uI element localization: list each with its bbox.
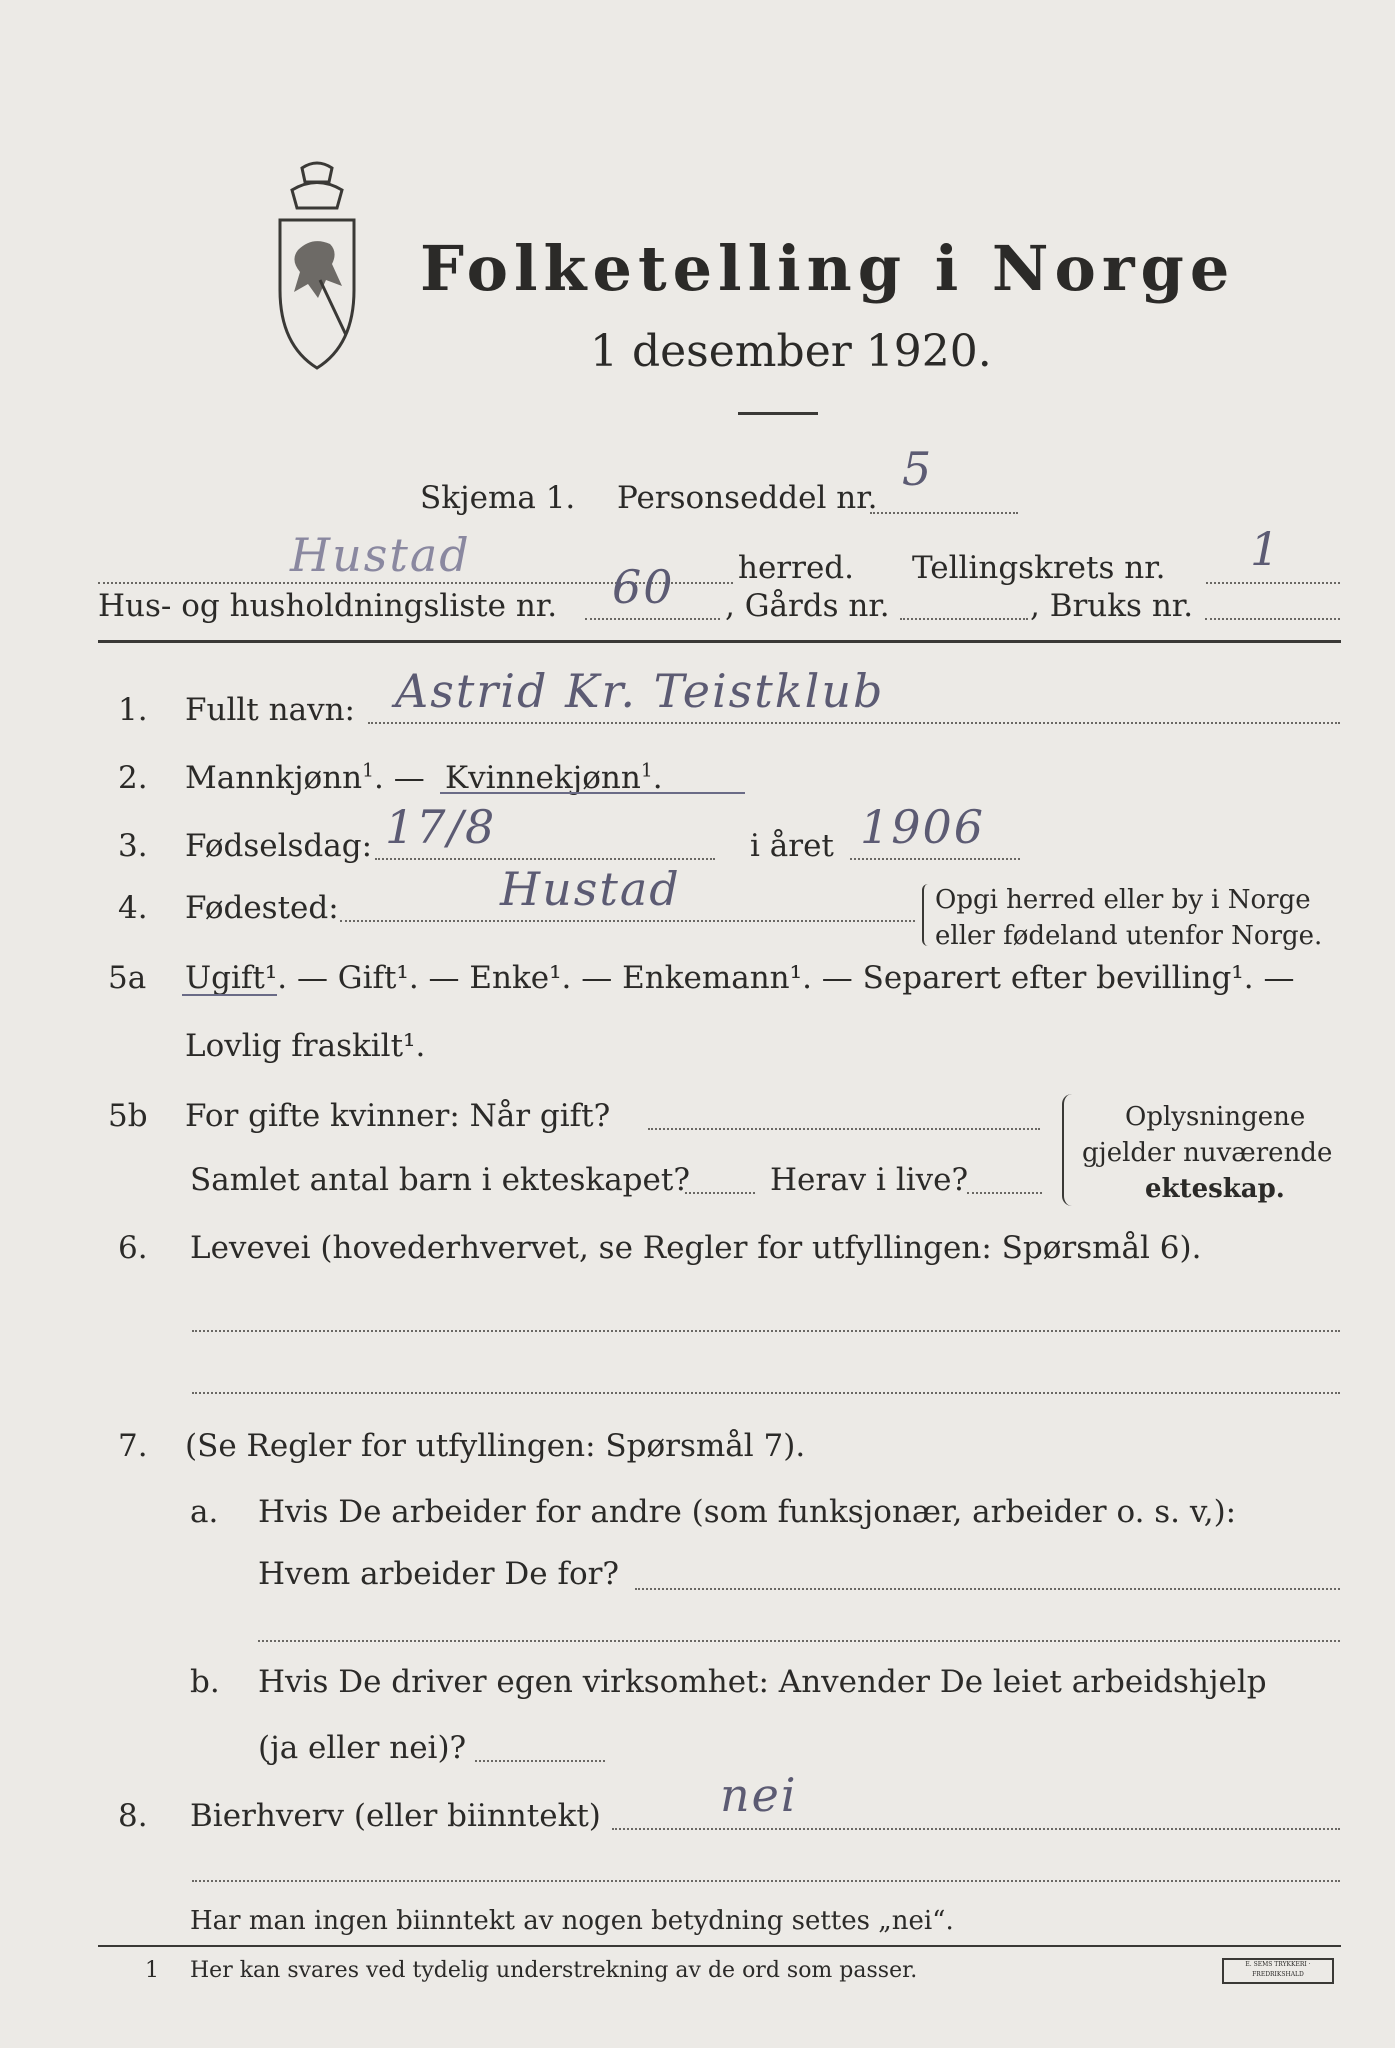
q7a-label: a. [190, 1494, 219, 1530]
q7-text: (Se Regler for utfyllingen: Spørsmål 7). [185, 1428, 806, 1464]
tellingskrets-label: Tellingskrets nr. [912, 550, 1166, 586]
personseddel-value: 5 [902, 442, 934, 496]
husliste-value: 60 [612, 560, 675, 614]
q1-label: Fullt navn: [185, 692, 355, 728]
q5a-options-line2[interactable]: Lovlig fraskilt¹. [185, 1028, 426, 1064]
q4-note-line1: Opgi herred eller by i Norge [935, 885, 1311, 915]
husliste-field[interactable] [585, 618, 720, 620]
personseddel-label: Personseddel nr. [617, 480, 878, 516]
q8-field-1[interactable] [612, 1828, 1340, 1830]
q7b-question: (ja eller nei)? [258, 1730, 467, 1766]
q6-text: Levevei (hovederhvervet, se Regler for utfyllingen: Spørsmål 6). [190, 1230, 1202, 1266]
q8-note: Har man ingen biinntekt av nogen betydning settes „nei“. [190, 1906, 954, 1936]
q7a-text: Hvis De arbeider for andre (som funksjonær, arbeider o. s. v,): [258, 1494, 1237, 1530]
q6-field-2[interactable] [192, 1392, 1340, 1394]
q8-value: nei [720, 1768, 798, 1822]
q5a-number: 5a [108, 960, 147, 996]
q7b-label: b. [190, 1664, 220, 1700]
q2-end: . [652, 760, 663, 796]
q4-birthplace-field[interactable] [340, 920, 915, 922]
q5b-alive-field[interactable] [967, 1192, 1042, 1194]
q2-number: 2. [118, 760, 148, 796]
bruks-label: , Bruks nr. [1030, 588, 1194, 624]
q4-birthplace-value: Hustad [500, 862, 681, 916]
tellingskrets-field[interactable] [1206, 582, 1340, 584]
q5b-alive-label: Herav i live? [770, 1162, 969, 1198]
gards-label: , Gårds nr. [725, 588, 890, 624]
q5b-note-line3: ekteskap. [1145, 1174, 1285, 1204]
q5b-children-field[interactable] [685, 1192, 755, 1194]
q4-note-line2: eller fødeland utenfor Norge. [935, 921, 1323, 951]
printer-stamp: E. SEMS TRYKKERI · FREDRIKSHALD [1222, 1958, 1334, 1984]
title-rule [738, 412, 818, 415]
q5b-married-field[interactable] [648, 1128, 1040, 1130]
tellingskrets-value: 1 [1250, 522, 1282, 576]
form-title: Folketelling i Norge [420, 232, 1236, 305]
q2-mann-text: Mannkjønn [185, 760, 363, 796]
q7a-field-2[interactable] [258, 1640, 1340, 1642]
footnote-mark: 1 [145, 1958, 159, 1983]
q7a-question: Hvem arbeider De for? [258, 1556, 620, 1592]
q3-year-field[interactable] [850, 858, 1020, 860]
q8-field-2[interactable] [192, 1880, 1340, 1882]
husliste-label: Hus- og husholdningsliste nr. [98, 588, 558, 624]
q4-note-brace [922, 884, 930, 946]
q7a-field-1[interactable] [635, 1588, 1340, 1590]
census-date: 1 desember 1920. [590, 326, 992, 377]
q3-label: Fødselsdag: [185, 828, 373, 864]
coat-of-arms-icon [262, 160, 372, 375]
q2-kvinne-underline [440, 792, 745, 794]
q2-kvinne-text: Kvinnekjønn [445, 760, 641, 796]
q3-birthday-value: 17/8 [385, 800, 497, 854]
q5b-married-label: For gifte kvinner: Når gift? [185, 1098, 611, 1134]
q3-year-label: i året [750, 828, 834, 864]
skjema-label: Skjema 1. [420, 480, 576, 516]
q3-number: 3. [118, 828, 148, 864]
q4-label: Fødested: [185, 890, 339, 926]
q3-year-value: 1906 [860, 800, 986, 854]
q2-option-mann[interactable]: Mannkjønn$^1$. — [185, 760, 425, 796]
q1-number: 1. [118, 692, 148, 728]
personseddel-field[interactable] [870, 512, 1018, 514]
q7-number: 7. [118, 1428, 148, 1464]
q3-birthday-field[interactable] [375, 858, 715, 860]
q6-field-1[interactable] [192, 1330, 1340, 1332]
q5b-note-line2: gjelder nuværende [1082, 1138, 1333, 1168]
q1-name-value: Astrid Kr. Teistklub [395, 664, 885, 718]
q8-number: 8. [118, 1798, 148, 1834]
q7b-text: Hvis De driver egen virksomhet: Anvender De leiet arbeidshjelp [258, 1664, 1267, 1700]
q1-name-field[interactable] [368, 722, 1340, 724]
q6-number: 6. [118, 1230, 148, 1266]
gards-field[interactable] [900, 618, 1028, 620]
header-divider [98, 640, 1341, 643]
q5a-ugift-underline [182, 994, 277, 996]
herred-value: Hustad [290, 528, 471, 582]
herred-label: herred. [738, 550, 854, 586]
q5b-note-brace [1062, 1094, 1072, 1206]
footnote-divider [98, 1945, 1341, 1947]
footnote-text: Her kan svares ved tydelig understrekning av de ord som passer. [190, 1958, 918, 1983]
bruks-field[interactable] [1205, 618, 1340, 620]
q4-number: 4. [118, 890, 148, 926]
q5b-children-label: Samlet antal barn i ekteskapet? [190, 1162, 690, 1198]
q2-separator: . — [374, 760, 425, 796]
q5b-number: 5b [108, 1098, 148, 1134]
q2-option-kvinne[interactable]: Kvinnekjønn$^1$. [445, 760, 663, 796]
q8-label: Bierhverv (eller biinntekt) [190, 1798, 601, 1834]
q5b-note-line1: Oplysningene [1125, 1102, 1306, 1132]
q5a-options[interactable]: Ugift¹. — Gift¹. — Enke¹. — Enkemann¹. — Separert efter bevilling¹. — [185, 960, 1295, 996]
q7b-field[interactable] [475, 1760, 605, 1762]
